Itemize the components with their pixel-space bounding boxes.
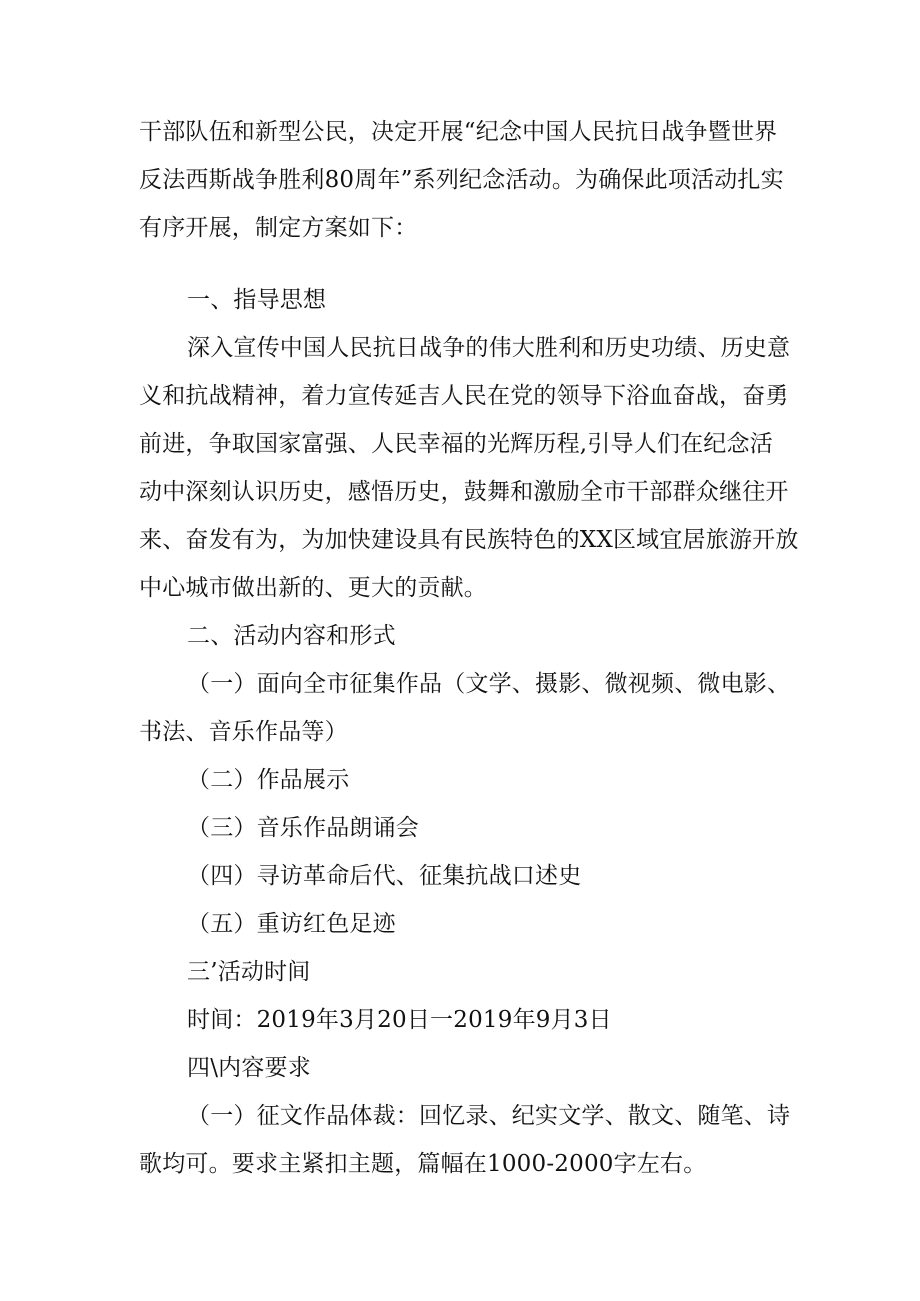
paragraph-intro-line-2: 反法西斯战争胜利80周年”系列纪念活动。为确保此项活动扎实: [139, 167, 784, 193]
list-item-4: （四）寻访革命后代、征集抗战口述史: [187, 863, 582, 889]
paragraph-ideology-line-2: 义和抗战精神，着力宣传延吉人民在党的领导下浴血奋战，奋勇: [139, 383, 789, 409]
paragraph-ideology-line-5: 来、奋发有为，为加快建设具有民族特色的XX区域宜居旅游开放: [139, 527, 799, 553]
paragraph-ideology-line-6: 中心城市做出新的、更大的贡献。: [139, 575, 487, 601]
paragraph-ideology-line-4: 动中深刻认识历史，感悟历史，鼓舞和激励全市干部群众继往开: [139, 479, 789, 505]
list-item-3: （三）音乐作品朗诵会: [187, 815, 419, 841]
section-heading-activity-content: 二、活动内容和形式: [187, 623, 396, 649]
requirement-item-1-line-1: （一）征文作品体裁：回忆录、纪实文学、散文、随笔、诗: [187, 1103, 791, 1129]
list-item-2: （二）作品展示: [187, 767, 350, 793]
requirement-item-1-line-2: 歌均可。要求主紧扣主题，篇幅在1000-2000字左右。: [139, 1151, 707, 1177]
paragraph-intro-line-3: 有序开展，制定方案如下：: [139, 215, 418, 241]
section-heading-activity-time: 三’活动时间: [187, 959, 311, 985]
paragraph-intro-line-1: 干部队伍和新型公民，决定开展“纪念中国人民抗日战争暨世界: [139, 119, 778, 145]
section-heading-content-requirements: 四\内容要求: [187, 1055, 311, 1081]
paragraph-ideology-line-3: 前进，争取国家富强、人民幸福的光辉历程,引导人们在纪念活: [139, 431, 773, 457]
list-item-1-line-2: 书法、音乐作品等）: [139, 719, 348, 745]
list-item-5: （五）重访红色足迹: [187, 911, 396, 937]
section-heading-guiding-ideology: 一、指导思想: [187, 287, 327, 313]
paragraph-ideology-line-1: 深入宣传中国人民抗日战争的伟大胜利和历史功绩、历史意: [187, 335, 791, 361]
activity-time-text: 时间：2019年3月20日一2019年9月3日: [187, 1007, 612, 1033]
list-item-1-line-1: （一）面向全市征集作品（文学、摄影、微视频、微电影、: [187, 671, 791, 697]
